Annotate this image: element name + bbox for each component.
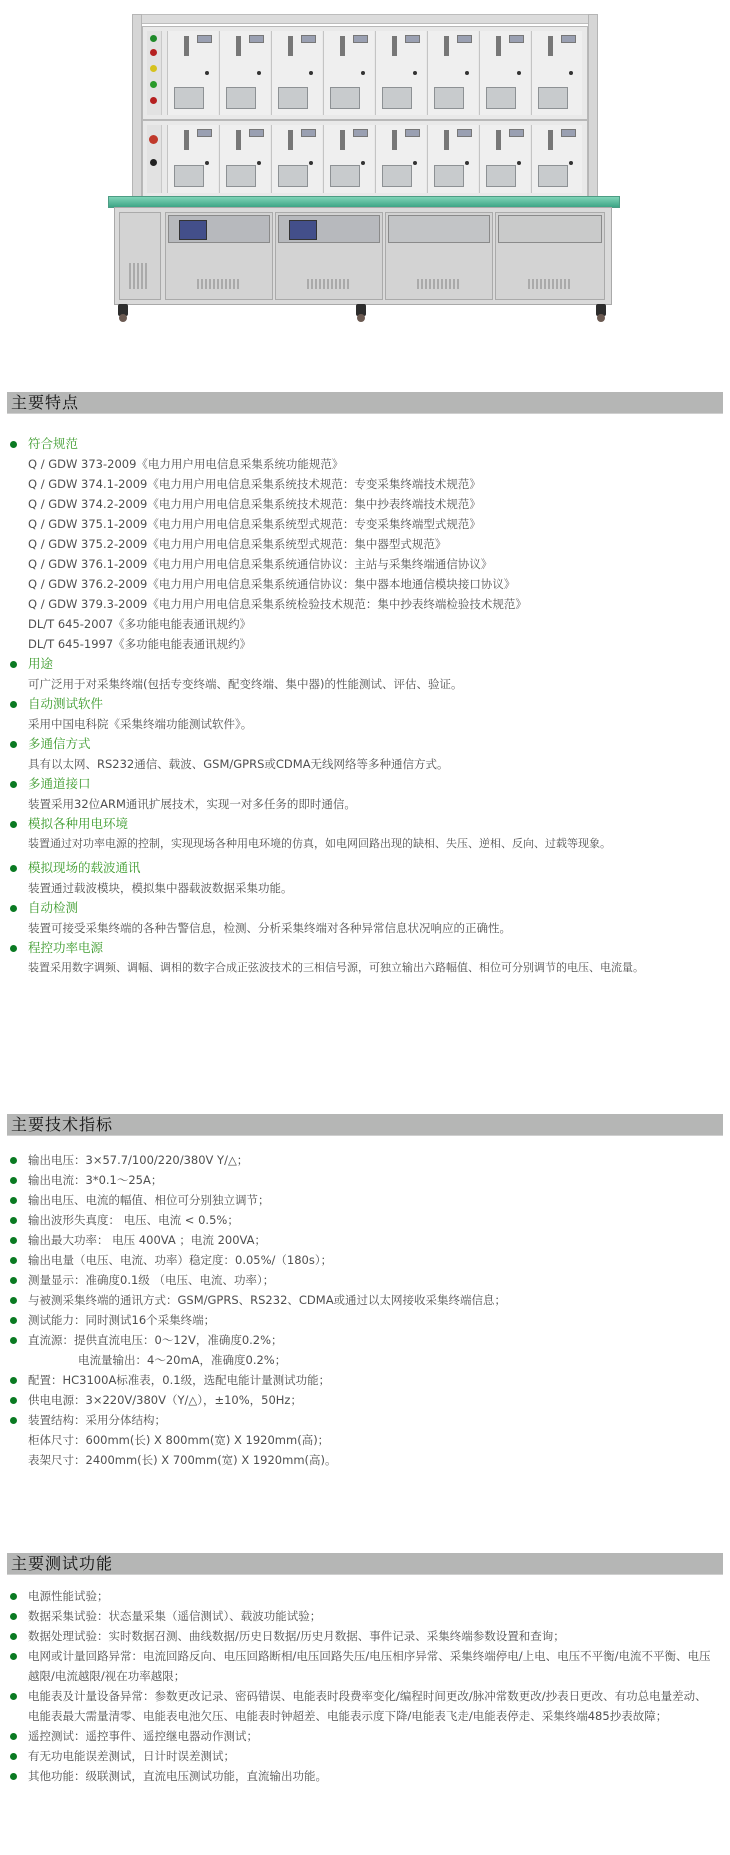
green-bullet-icon xyxy=(10,781,17,788)
control-strip xyxy=(147,31,162,115)
spec-item xyxy=(8,1390,722,1410)
green-bullet-icon xyxy=(10,945,17,952)
green-bullet-icon xyxy=(10,1733,17,1740)
test-item xyxy=(8,1746,722,1766)
test-item xyxy=(8,1766,722,1786)
spec-item xyxy=(8,1290,722,1310)
spec-text: 测试能力：同时测试16个采集终端； xyxy=(28,1313,216,1327)
green-bullet-icon xyxy=(10,1753,17,1760)
spec-text: 输出电流：3*0.1～25A； xyxy=(28,1173,163,1187)
green-bullet-icon xyxy=(10,821,17,828)
test-text: 遥控测试：遥控事件、遥控继电器动作测试； xyxy=(28,1729,258,1743)
control-strip-lower xyxy=(147,125,162,193)
feature-desc: 装置采用32位ARM通讯扩展技术，实现一对多任务的即时通信。 xyxy=(28,797,356,811)
feature-group xyxy=(8,814,722,834)
spec-text: 输出波形失真度： 电压、电流 < 0.5%； xyxy=(28,1213,239,1227)
green-bullet-icon xyxy=(10,1633,17,1640)
standard-line: Q / GDW 373-2009《电力用户用电信息采集系统功能规范》 xyxy=(28,457,344,471)
green-bullet-icon xyxy=(10,1317,17,1324)
spec-item xyxy=(8,1190,722,1210)
spec-text: 供电电源：3×220V/380V（Y/△），±10%，50Hz； xyxy=(28,1393,302,1407)
spec-text: 输出电压：3×57.7/100/220/380V Y/△； xyxy=(28,1153,249,1167)
test-item xyxy=(8,1626,722,1646)
feature-title: 多通信方式 xyxy=(28,736,91,751)
green-terminal-icon xyxy=(150,81,157,88)
test-text: 有无功电能误差测试，日计时误差测试； xyxy=(28,1749,235,1763)
lcd-screen-icon xyxy=(289,220,317,240)
feature-title: 自动测试软件 xyxy=(28,696,104,711)
spec-text: 装置结构：采用分体结构； xyxy=(28,1413,166,1427)
green-bullet-icon xyxy=(10,1157,17,1164)
spec-text: 输出电量（电压、电流、功率）稳定度：0.05%/（180s）； xyxy=(28,1253,333,1267)
test-item xyxy=(8,1646,722,1686)
equipment-cabinet xyxy=(114,207,612,305)
feature-group xyxy=(8,654,722,674)
spec-dimension-line: 柜体尺寸：600mm(长) X 800mm(宽) X 1920mm(高)； xyxy=(28,1433,330,1447)
feature-title: 符合规范 xyxy=(28,436,79,451)
feature-desc: 装置可接受采集终端的各种告警信息，检测、分析采集终端对各种异常信息状况响应的正确性。 xyxy=(28,921,511,935)
feature-title: 多通道接口 xyxy=(28,776,91,791)
test-text: 其他功能：级联测试，直流电压测试功能，直流输出功能。 xyxy=(28,1769,327,1783)
emergency-stop-icon xyxy=(149,135,158,144)
spec-text: 配置：HC3100A标准表，0.1级，选配电能计量测试功能； xyxy=(28,1373,331,1387)
feature-desc: 装置通过载波模块，模拟集中器载波数据采集功能。 xyxy=(28,881,293,895)
green-bullet-icon xyxy=(10,1277,17,1284)
standard-line: Q / GDW 375.1-2009《电力用户用电信息采集系统型式规范：专变采集终端型式规范》 xyxy=(28,517,481,531)
spec-text: 与被测采集终端的通讯方式：GSM/GPRS、RS232、CDMA或通过以太网接收采集终端信息； xyxy=(28,1293,507,1307)
spec-item xyxy=(8,1370,722,1390)
specs-list xyxy=(8,1150,722,1470)
spec-item xyxy=(8,1330,722,1350)
spec-item xyxy=(8,1210,722,1230)
rack-frame-top xyxy=(134,14,596,24)
feature-desc: 采用中国电科院《采集终端功能测试软件》。 xyxy=(28,717,253,731)
green-bullet-icon xyxy=(10,1773,17,1780)
feature-desc: 装置通过对功率电源的控制，实现现场各种用电环境的仿真，如电网回路出现的缺相、失压、逆相、反向、过载等现象。 xyxy=(28,837,611,850)
green-bullet-icon xyxy=(10,865,17,872)
standard-line: Q / GDW 374.1-2009《电力用户用电信息采集系统技术规范：专变采集终端技术规范》 xyxy=(28,477,481,491)
feature-group xyxy=(8,434,722,454)
green-indicator-icon xyxy=(150,35,157,42)
lcd-screen-icon xyxy=(179,220,207,240)
green-bullet-icon xyxy=(10,1297,17,1304)
standard-line: Q / GDW 376.2-2009《电力用户用电信息采集系统通信协议：集中器本地通信模块接口协议》 xyxy=(28,577,516,591)
cabinet-door xyxy=(119,212,161,300)
standard-line: DL/T 645-1997《多功能电能表通讯规约》 xyxy=(28,637,252,651)
section-header-features: 主要特点 xyxy=(7,392,723,414)
feature-desc: 装置采用数字调频、调幅、调相的数字合成正弦波技术的三相信号源，可独立输出六路幅值、相位可分别调节的电压、电流量。 xyxy=(28,961,644,974)
feature-group xyxy=(8,858,722,878)
caster-wheel-icon xyxy=(118,304,128,316)
source-unit-1 xyxy=(165,212,273,300)
feature-title: 模拟各种用电环境 xyxy=(28,816,129,831)
power-unit xyxy=(495,212,605,300)
green-bullet-icon xyxy=(10,661,17,668)
spec-item xyxy=(8,1270,722,1290)
spec-text: 测量显示：准确度0.1级 （电压、电流、功率）； xyxy=(28,1273,275,1287)
spec-item xyxy=(8,1310,722,1330)
green-bullet-icon xyxy=(10,905,17,912)
green-bullet-icon xyxy=(10,1177,17,1184)
spec-dimension-line: 表架尺寸：2400mm(长) X 700mm(宽) X 1920mm(高)。 xyxy=(28,1453,337,1467)
green-bullet-icon xyxy=(10,741,17,748)
caster-wheel-icon xyxy=(356,304,366,316)
feature-group xyxy=(8,898,722,918)
section-header-specs: 主要技术指标 xyxy=(7,1114,723,1136)
green-bullet-icon xyxy=(10,1377,17,1384)
green-bullet-icon xyxy=(10,1337,17,1344)
standard-line: Q / GDW 375.2-2009《电力用户用电信息采集系统型式规范：集中器型式规范》 xyxy=(28,537,447,551)
test-item xyxy=(8,1726,722,1746)
key-switch-icon xyxy=(150,159,157,166)
standard-line: DL/T 645-2007《多功能电能表通讯规约》 xyxy=(28,617,252,631)
spec-item xyxy=(8,1410,722,1430)
standard-line: Q / GDW 376.1-2009《电力用户用电信息采集系统通信协议：主站与采集终端通信协议》 xyxy=(28,557,493,571)
test-item xyxy=(8,1586,722,1606)
test-text: 电源性能试验； xyxy=(28,1589,109,1603)
spec-item xyxy=(8,1170,722,1190)
tests-list xyxy=(8,1586,722,1786)
feature-title: 自动检测 xyxy=(28,900,79,915)
test-text: 电能表及计量设备异常：参数更改记录、密码错误、电能表时段费率变化/编程时间更改/脉冲常数更改/抄表日更改、有功总电量差动、电能表最大需量清零、电能表电池欠压、电能表时钟超差、电能表示度下降/电能表飞走/电能表停走、采集终端485抄表故障； xyxy=(28,1689,707,1723)
feature-desc: 具有以太网、RS232通信、载波、GSM/GPRS或CDMA无线网络等多种通信方式。 xyxy=(28,757,449,771)
yellow-terminal-icon xyxy=(150,65,157,72)
features-list xyxy=(8,434,722,978)
standard-line: Q / GDW 374.2-2009《电力用户用电信息采集系统技术规范：集中抄表终端技术规范》 xyxy=(28,497,481,511)
feature-group xyxy=(8,734,722,754)
green-bullet-icon xyxy=(10,1613,17,1620)
feature-title: 程控功率电源 xyxy=(28,940,104,955)
control-unit xyxy=(385,212,493,300)
green-bullet-icon xyxy=(10,701,17,708)
green-bullet-icon xyxy=(10,1197,17,1204)
green-bullet-icon xyxy=(10,1257,17,1264)
spec-text: 直流源：提供直流电压：0～12V，准确度0.2%； xyxy=(28,1333,283,1347)
red-indicator-icon xyxy=(150,49,157,56)
green-bullet-icon xyxy=(10,1417,17,1424)
source-unit-2 xyxy=(275,212,383,300)
feature-group xyxy=(8,938,722,958)
feature-desc: 可广泛用于对采集终端(包括专变终端、配变终端、集中器)的性能测试、评估、验证。 xyxy=(28,677,463,691)
feature-title: 用途 xyxy=(28,656,54,671)
test-text: 电网或计量回路异常：电流回路反向、电压回路断相/电压回路失压/电压相序异常、采集终端停电/上电、电压不平衡/电流不平衡、电压越限/电流越限/视在功率越限； xyxy=(28,1649,711,1683)
green-bullet-icon xyxy=(10,441,17,448)
spec-text: 输出最大功率： 电压 400VA ；电流 200VA； xyxy=(28,1233,267,1247)
spec-text: 输出电压、电流的幅值、相位可分别独立调节； xyxy=(28,1193,270,1207)
section-header-tests: 主要测试功能 xyxy=(7,1553,723,1575)
test-text: 数据采集试验：状态量采集（遥信测试）、载波功能试验； xyxy=(28,1609,322,1623)
caster-wheel-icon xyxy=(596,304,606,316)
green-bullet-icon xyxy=(10,1397,17,1404)
test-item xyxy=(8,1686,722,1726)
green-bullet-icon xyxy=(10,1693,17,1700)
test-item xyxy=(8,1606,722,1626)
red-terminal-icon xyxy=(150,97,157,104)
spec-item xyxy=(8,1250,722,1270)
green-bullet-icon xyxy=(10,1593,17,1600)
green-bullet-icon xyxy=(10,1217,17,1224)
spec-subline: 电流量输出：4～20mA，准确度0.2%； xyxy=(78,1353,287,1367)
feature-title: 模拟现场的载波通讯 xyxy=(28,860,141,875)
meter-rack-upper xyxy=(142,26,588,120)
test-text: 数据处理试验：实时数据召测、曲线数据/历史日数据/历史月数据、事件记录、采集终端参数设置和查询； xyxy=(28,1629,565,1643)
spec-item xyxy=(8,1230,722,1250)
green-bullet-icon xyxy=(10,1237,17,1244)
standard-line: Q / GDW 379.3-2009《电力用户用电信息采集系统检验技术规范：集中抄表终端检验技术规范》 xyxy=(28,597,527,611)
feature-group xyxy=(8,774,722,794)
product-photo xyxy=(108,10,618,350)
feature-group xyxy=(8,694,722,714)
spec-item xyxy=(8,1150,722,1170)
green-bullet-icon xyxy=(10,1653,17,1660)
meter-rack-lower xyxy=(142,120,588,198)
